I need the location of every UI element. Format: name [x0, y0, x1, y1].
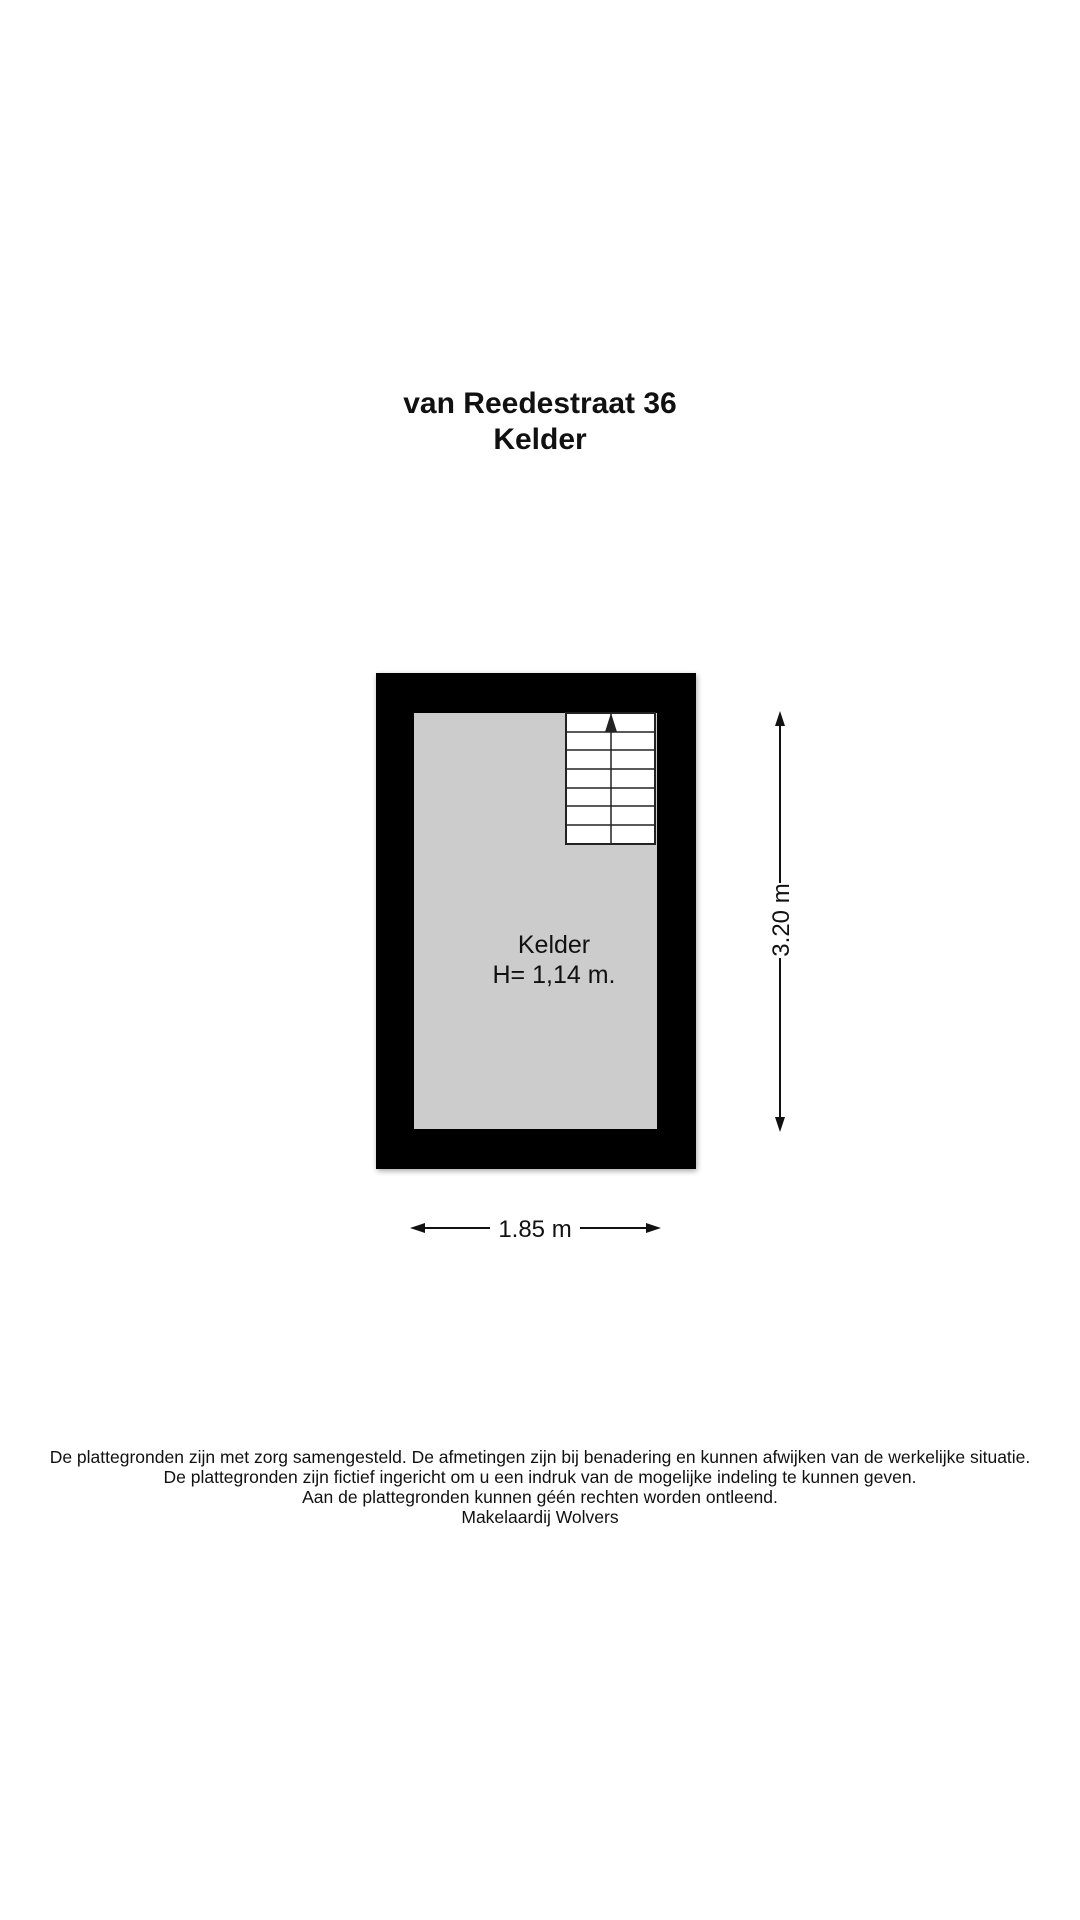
- width-label: 1.85 m: [498, 1216, 572, 1243]
- disclaimer-line-2: De plattegronden zijn fictief ingericht om u een indruk van de mogelijke indeling te kunnen geven.: [163, 1467, 917, 1487]
- staircase-icon: [566, 713, 655, 844]
- plan-title-floor: Kelder: [493, 423, 587, 456]
- disclaimer-line-3: Aan de plattegronden kunnen géén rechten worden ontleend.: [302, 1487, 778, 1507]
- agency-name: Makelaardij Wolvers: [461, 1507, 619, 1527]
- plan-title-address: van Reedestraat 36: [403, 387, 677, 420]
- depth-label: 3.20 m: [768, 883, 795, 957]
- disclaimer-line-1: De plattegronden zijn met zorg samengesteld. De afmetingen zijn bij benadering en kunnen afwijken van de werkelijke situatie.: [49, 1447, 1031, 1467]
- room-height-label: H= 1,14 m.: [492, 961, 616, 989]
- room-name-label: Kelder: [517, 931, 591, 959]
